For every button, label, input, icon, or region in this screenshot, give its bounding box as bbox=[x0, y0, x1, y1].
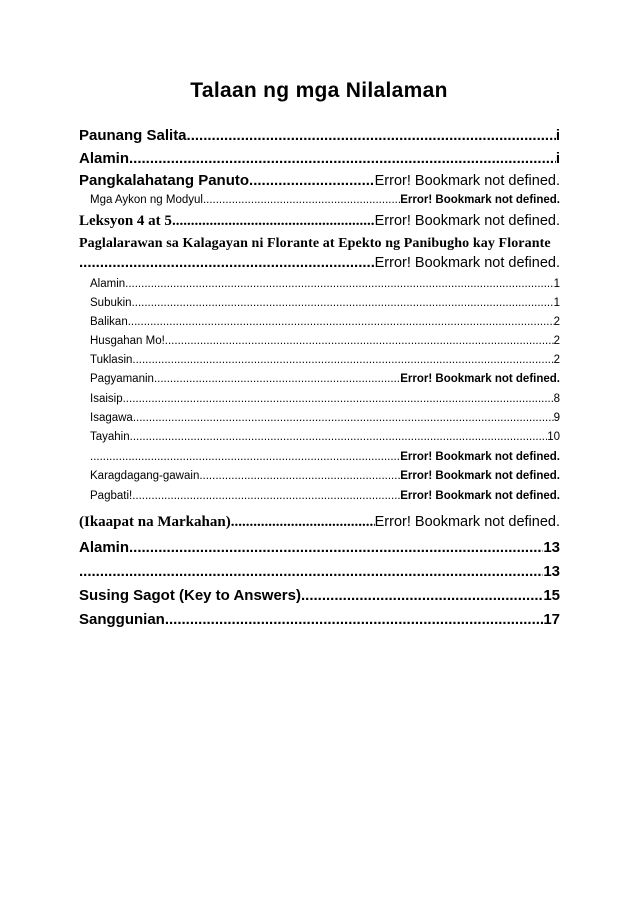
dot-leader bbox=[130, 431, 548, 443]
dot-leader bbox=[79, 563, 543, 580]
toc-entry-alamin-sub[interactable] bbox=[90, 278, 560, 290]
dot-leader bbox=[129, 150, 556, 167]
toc-entry-page: Error! Bookmark not defined. bbox=[400, 451, 560, 463]
toc-entry-page: Error! Bookmark not defined. bbox=[400, 373, 560, 385]
toc-entry-label: Karagdagang-gawain bbox=[90, 470, 200, 482]
toc-entry-paunang-salita[interactable] bbox=[79, 127, 560, 144]
toc-entry-page: 1 bbox=[553, 297, 560, 309]
dot-leader bbox=[301, 587, 543, 604]
toc-entry-untitled[interactable] bbox=[90, 451, 560, 463]
toc-entry-label: Isaisip bbox=[90, 393, 123, 405]
toc-entry-paglalarawan-label[interactable]: Paglalarawan sa Kalagayan ni Florante at Epekto ng Panibugho kay Florante bbox=[79, 236, 551, 251]
toc-entry-label: Paunang Salita bbox=[79, 127, 187, 144]
toc-entry-pagyamanin[interactable] bbox=[90, 373, 560, 385]
toc-entry-page: 13 bbox=[543, 539, 560, 556]
dot-leader bbox=[132, 354, 553, 366]
toc-entry-label: (Ikaapat na Markahan) bbox=[79, 514, 231, 530]
toc-entry-susing-sagot[interactable] bbox=[79, 587, 560, 604]
toc-entry-page: 9 bbox=[553, 412, 560, 424]
toc-entry-page: 2 bbox=[553, 335, 560, 347]
toc-entry-label: Mga Aykon ng Modyul bbox=[90, 194, 203, 206]
dot-leader bbox=[132, 490, 400, 502]
toc-entry-page: 2 bbox=[553, 316, 560, 328]
toc-entry-tuklasin[interactable] bbox=[90, 354, 560, 366]
dot-leader bbox=[231, 514, 375, 531]
toc-entry-leksyon[interactable] bbox=[79, 213, 560, 230]
toc-entry-page: Error! Bookmark not defined. bbox=[374, 173, 560, 189]
dot-leader bbox=[203, 194, 400, 206]
toc-entry-karagdagang-gawain[interactable] bbox=[90, 470, 560, 482]
toc-entry-page: Error! Bookmark not defined. bbox=[400, 194, 560, 206]
toc-entry-ikaapat-na-markahan[interactable] bbox=[79, 514, 560, 531]
dot-leader bbox=[79, 254, 375, 271]
toc-entry-page: Error! Bookmark not defined. bbox=[374, 514, 560, 530]
toc-entry-page: Error! Bookmark not defined. bbox=[374, 213, 560, 229]
toc-entry-mga-aykon[interactable] bbox=[90, 194, 560, 206]
toc-entry-page: 8 bbox=[553, 393, 560, 405]
toc-entry-page: i bbox=[555, 127, 560, 144]
toc-entry-subukin[interactable] bbox=[90, 297, 560, 309]
page-title: Talaan ng mga Nilalaman bbox=[190, 79, 448, 102]
toc-entry-label: Balikan bbox=[90, 316, 128, 328]
toc-entry-page: 13 bbox=[543, 563, 560, 580]
toc-entry-label: Subukin bbox=[90, 297, 132, 309]
toc-entry-label: Alamin bbox=[79, 150, 130, 167]
dot-leader bbox=[132, 297, 554, 309]
toc-entry-page: i bbox=[555, 150, 560, 167]
toc-entry-page: 17 bbox=[543, 611, 560, 628]
toc-entry-label: Alamin bbox=[79, 539, 130, 556]
toc-entry-label: Tayahin bbox=[90, 431, 130, 443]
dot-leader bbox=[123, 393, 554, 405]
toc-entry-page: Error! Bookmark not defined. bbox=[374, 255, 560, 271]
dot-leader bbox=[154, 373, 400, 385]
dot-leader bbox=[165, 335, 554, 347]
dot-leader bbox=[165, 611, 543, 628]
dot-leader bbox=[172, 213, 375, 230]
toc-entry-label: Leksyon 4 at 5 bbox=[79, 213, 172, 229]
dot-leader bbox=[249, 172, 375, 189]
dot-leader bbox=[90, 451, 400, 463]
dot-leader bbox=[199, 470, 400, 482]
toc-entry-husgahan[interactable] bbox=[90, 335, 560, 347]
toc-entry-page: Error! Bookmark not defined. bbox=[400, 470, 560, 482]
toc-entry-label: Tuklasin bbox=[90, 354, 133, 366]
toc-entry-label: Isagawa bbox=[90, 412, 133, 424]
toc-entry-page: 2 bbox=[553, 354, 560, 366]
toc-entry-label: Pagbati! bbox=[90, 490, 133, 502]
toc-entry-label: Sanggunian bbox=[79, 611, 165, 628]
toc-entry-page: 15 bbox=[543, 587, 560, 604]
toc-entry-page: 10 bbox=[547, 431, 560, 443]
toc-entry-label: Husgahan Mo! bbox=[90, 335, 165, 347]
toc-entry-untitled-2[interactable] bbox=[79, 563, 560, 580]
toc-entry-pangkalahatang-panuto[interactable] bbox=[79, 172, 560, 189]
dot-leader bbox=[129, 539, 543, 556]
toc-entry-page: 1 bbox=[553, 278, 560, 290]
toc-entry-label: Alamin bbox=[90, 278, 126, 290]
toc-entry-alamin-2[interactable] bbox=[79, 539, 560, 556]
toc-entry-tayahin[interactable] bbox=[90, 431, 560, 443]
toc-entry-sanggunian[interactable] bbox=[79, 611, 560, 628]
toc-entry-paglalarawan-page[interactable] bbox=[79, 254, 560, 271]
dot-leader bbox=[125, 278, 553, 290]
toc-entry-label: Pagyamanin bbox=[90, 373, 154, 385]
toc-entry-alamin[interactable] bbox=[79, 150, 560, 167]
toc-entry-isagawa[interactable] bbox=[90, 412, 560, 424]
dot-leader bbox=[187, 127, 556, 144]
toc-entry-pagbati[interactable] bbox=[90, 490, 560, 502]
toc-entry-balikan[interactable] bbox=[90, 316, 560, 328]
dot-leader bbox=[133, 412, 554, 424]
toc-entry-isaisip[interactable] bbox=[90, 393, 560, 405]
dot-leader bbox=[128, 316, 554, 328]
toc-entry-label: Pangkalahatang Panuto bbox=[79, 172, 250, 189]
toc-entry-page: Error! Bookmark not defined. bbox=[400, 490, 560, 502]
toc-entry-label: Susing Sagot (Key to Answers) bbox=[79, 587, 301, 604]
